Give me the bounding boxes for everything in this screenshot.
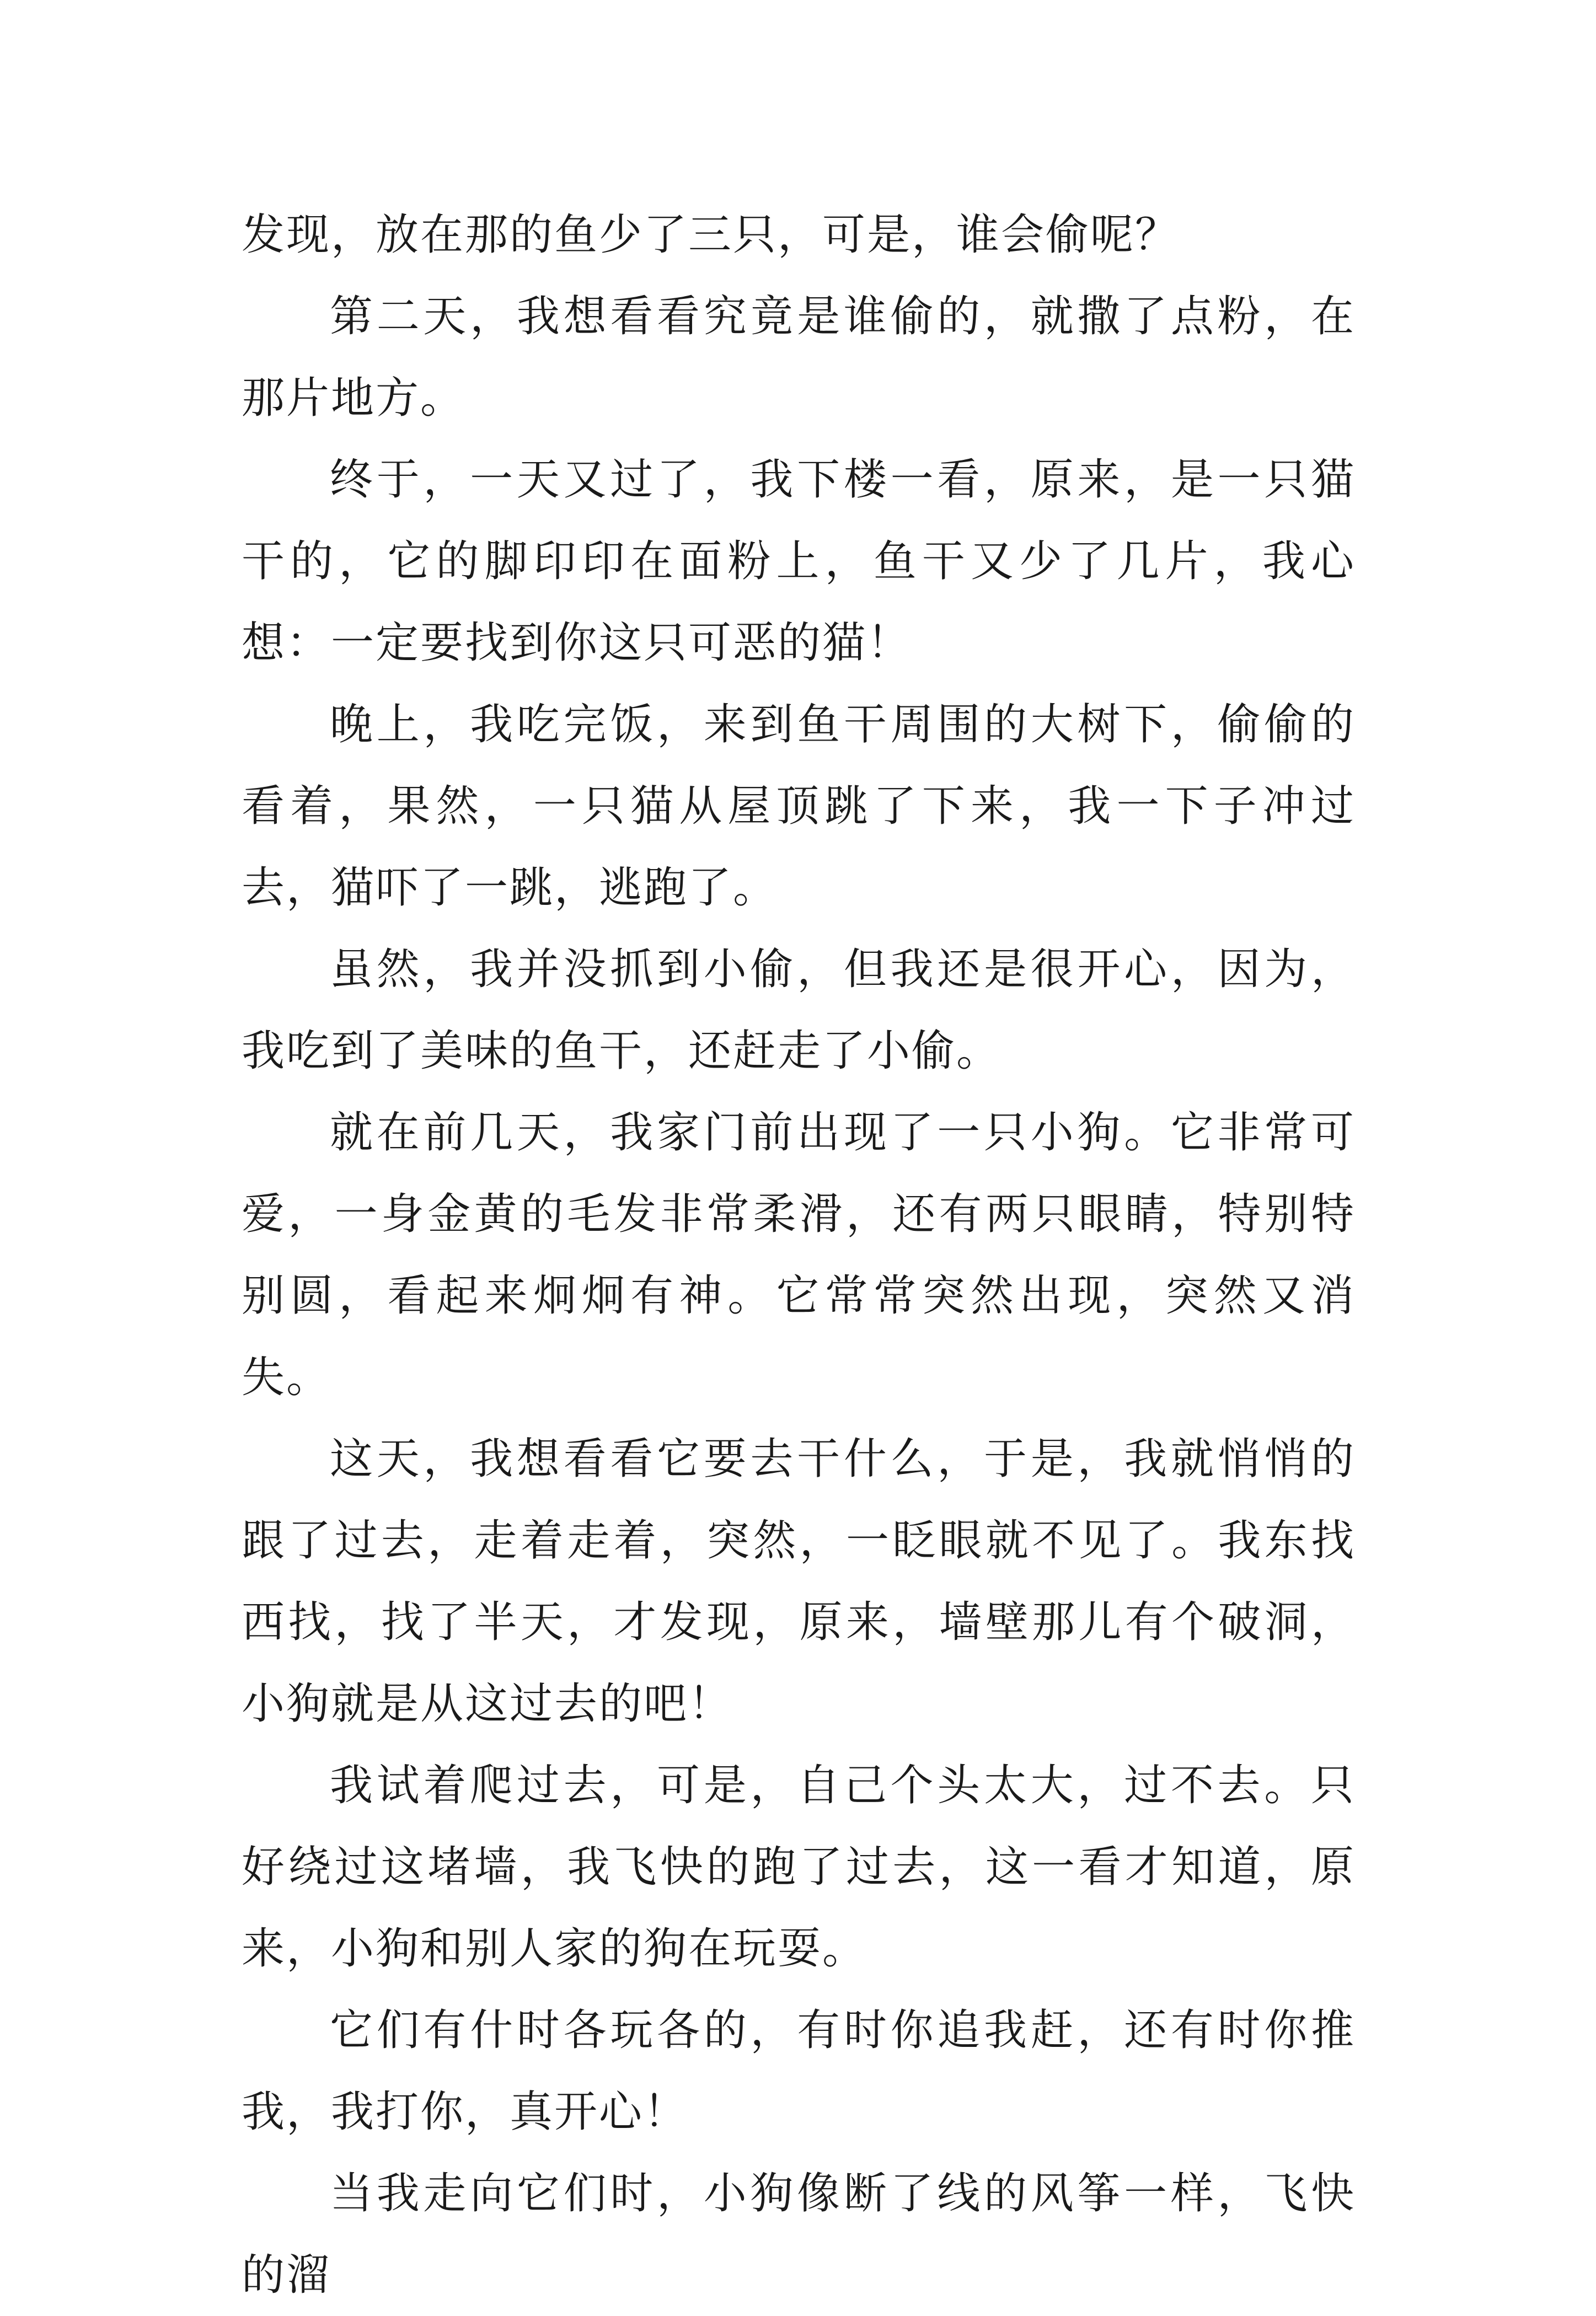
paragraph-4: 晚上，我吃完饭，来到鱼干周围的大树下，偷偷的看着，果然，一只猫从屋顶跳了下来，我一下子冲过去，猫吓了一跳，逃跑了。 <box>242 700 1356 913</box>
paragraph-9: 它们有什时各玩各的，有时你追我赶，还有时你推我，我打你，真开心！ <box>242 2006 1356 2137</box>
paragraph-7: 这天，我想看看它要去干什么，于是，我就悄悄的跟了过去，走着走着，突然，一眨眼就不见了。我东找西找，找了半天，才发现，原来，墙壁那儿有个破洞，小狗就是从这过去的吧！ <box>242 1434 1356 1729</box>
paragraph-1: 发现，放在那的鱼少了三只，可是，谁会偷呢？ <box>242 210 1180 260</box>
paragraph-8: 我试着爬过去，可是，自己个头太大，过不去。只好绕过这堵墙，我飞快的跑了过去，这一看才知道，原来，小狗和别人家的狗在玩耍。 <box>242 1761 1356 1974</box>
paragraph-10: 当我走向它们时，小狗像断了线的风筝一样，飞快的溜 <box>242 2169 1356 2300</box>
paragraph-6: 就在前几天，我家门前出现了一只小狗。它非常可爱，一身金黄的毛发非常柔滑，还有两只眼睛，特别特别圆，看起来炯炯有神。它常常突然出现，突然又消失。 <box>242 1108 1356 1402</box>
paragraph-3: 终于，一天又过了，我下楼一看，原来，是一只猫干的，它的脚印印在面粉上，鱼干又少了几片，我心想：一定要找到你这只可恶的猫！ <box>242 455 1356 668</box>
body-text <box>242 194 1356 2316</box>
paragraph-2: 第二天，我想看看究竟是谁偷的，就撒了点粉，在那片地方。 <box>242 292 1356 423</box>
paragraph-5: 虽然，我并没抓到小偷，但我还是很开心，因为，我吃到了美味的鱼干，还赶走了小偷。 <box>242 945 1356 1076</box>
